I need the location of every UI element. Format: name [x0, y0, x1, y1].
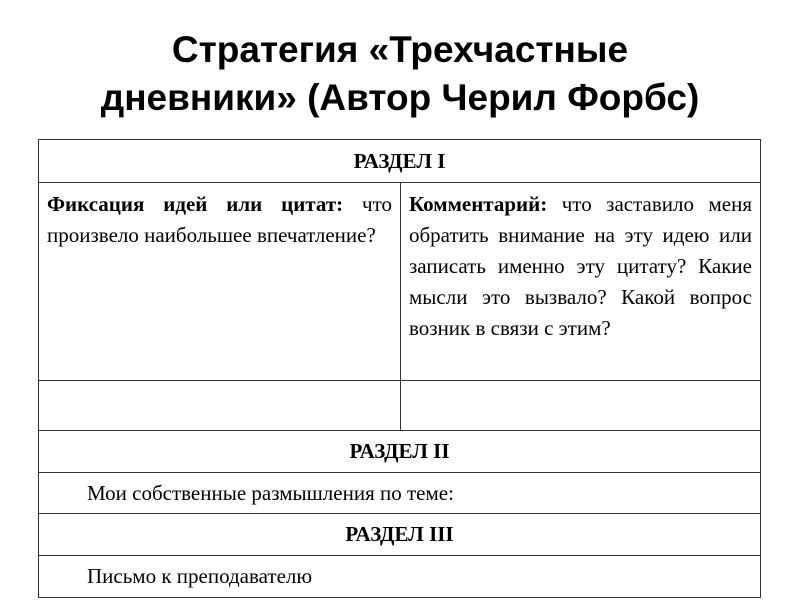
section3-body-row — [39, 556, 761, 598]
section1-content-row — [39, 183, 761, 381]
section1-left-cell — [39, 183, 401, 381]
section1-left-label: Фиксация идей или цитат: — [47, 192, 344, 216]
section1-right-text: что заставило меня обратить внимание на эту идею или записать именно эту цитату? Какие мысли это вызвало? Какой вопрос возник в связи с этим? — [409, 192, 752, 340]
section1-empty-row — [39, 381, 761, 431]
section3-header: РАЗДЕЛ III — [39, 514, 761, 556]
section1-right-cell — [401, 183, 761, 381]
section1-header: РАЗДЕЛ I — [39, 140, 761, 183]
diary-table — [38, 139, 761, 598]
section3-text: Письмо к преподавателю — [39, 556, 761, 598]
section2-text: Мои собственные размышления по теме: — [39, 473, 761, 514]
title-line-1: Стратегия «Трехчастные — [171, 29, 629, 70]
section1-right-label: Комментарий: — [409, 192, 548, 216]
section2-body-row — [39, 473, 761, 514]
section1-header-row — [39, 140, 761, 183]
section2-header: РАЗДЕЛ II — [39, 431, 761, 473]
section3-header-row — [39, 514, 761, 556]
section1-empty-right — [401, 381, 761, 431]
section1-left-text: что произвело наибольшее впечатление? — [47, 192, 392, 247]
title-line-2: дневники» (Автор Черил Форбс) — [100, 77, 700, 118]
section1-empty-left — [39, 381, 401, 431]
page-title — [0, 26, 800, 122]
section2-header-row — [39, 431, 761, 473]
